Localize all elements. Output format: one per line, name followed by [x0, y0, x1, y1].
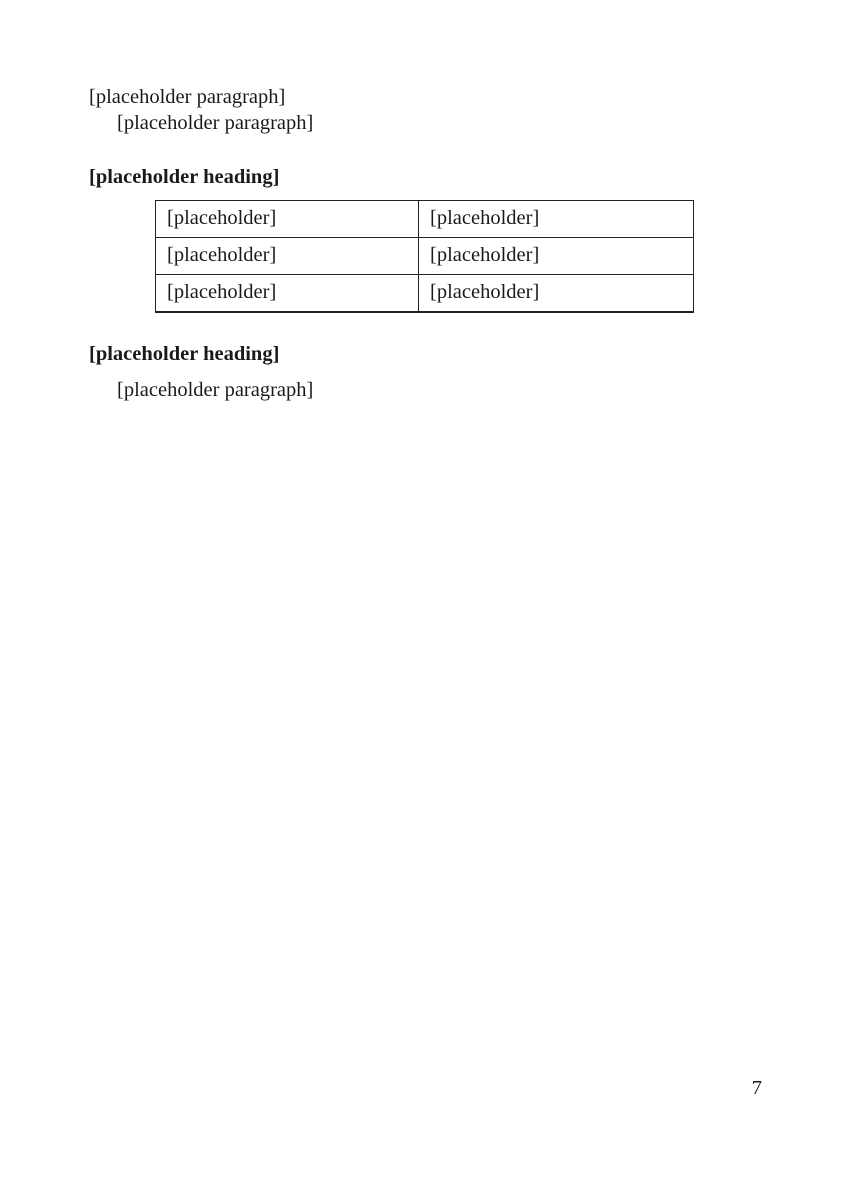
table-cell: [placeholder] [156, 275, 419, 313]
synonyms-table [155, 200, 694, 313]
body-paragraph: [placeholder paragraph] [117, 112, 314, 134]
table-cell: [placeholder] [419, 201, 694, 238]
exercise-1-heading: [placeholder heading] [89, 166, 280, 188]
table-cell: [placeholder] [156, 238, 419, 275]
page-number: 7 [751, 1077, 762, 1099]
exercise-2-heading: [placeholder heading] [89, 343, 280, 365]
table-row [156, 275, 694, 313]
table-row [156, 238, 694, 275]
table-cell: [placeholder] [156, 201, 419, 238]
table-cell: [placeholder] [419, 275, 694, 313]
exercise-2-text: [placeholder paragraph] [117, 379, 314, 401]
table-cell: [placeholder] [419, 238, 694, 275]
table-row [156, 201, 694, 238]
body-paragraph: [placeholder paragraph] [89, 86, 286, 108]
